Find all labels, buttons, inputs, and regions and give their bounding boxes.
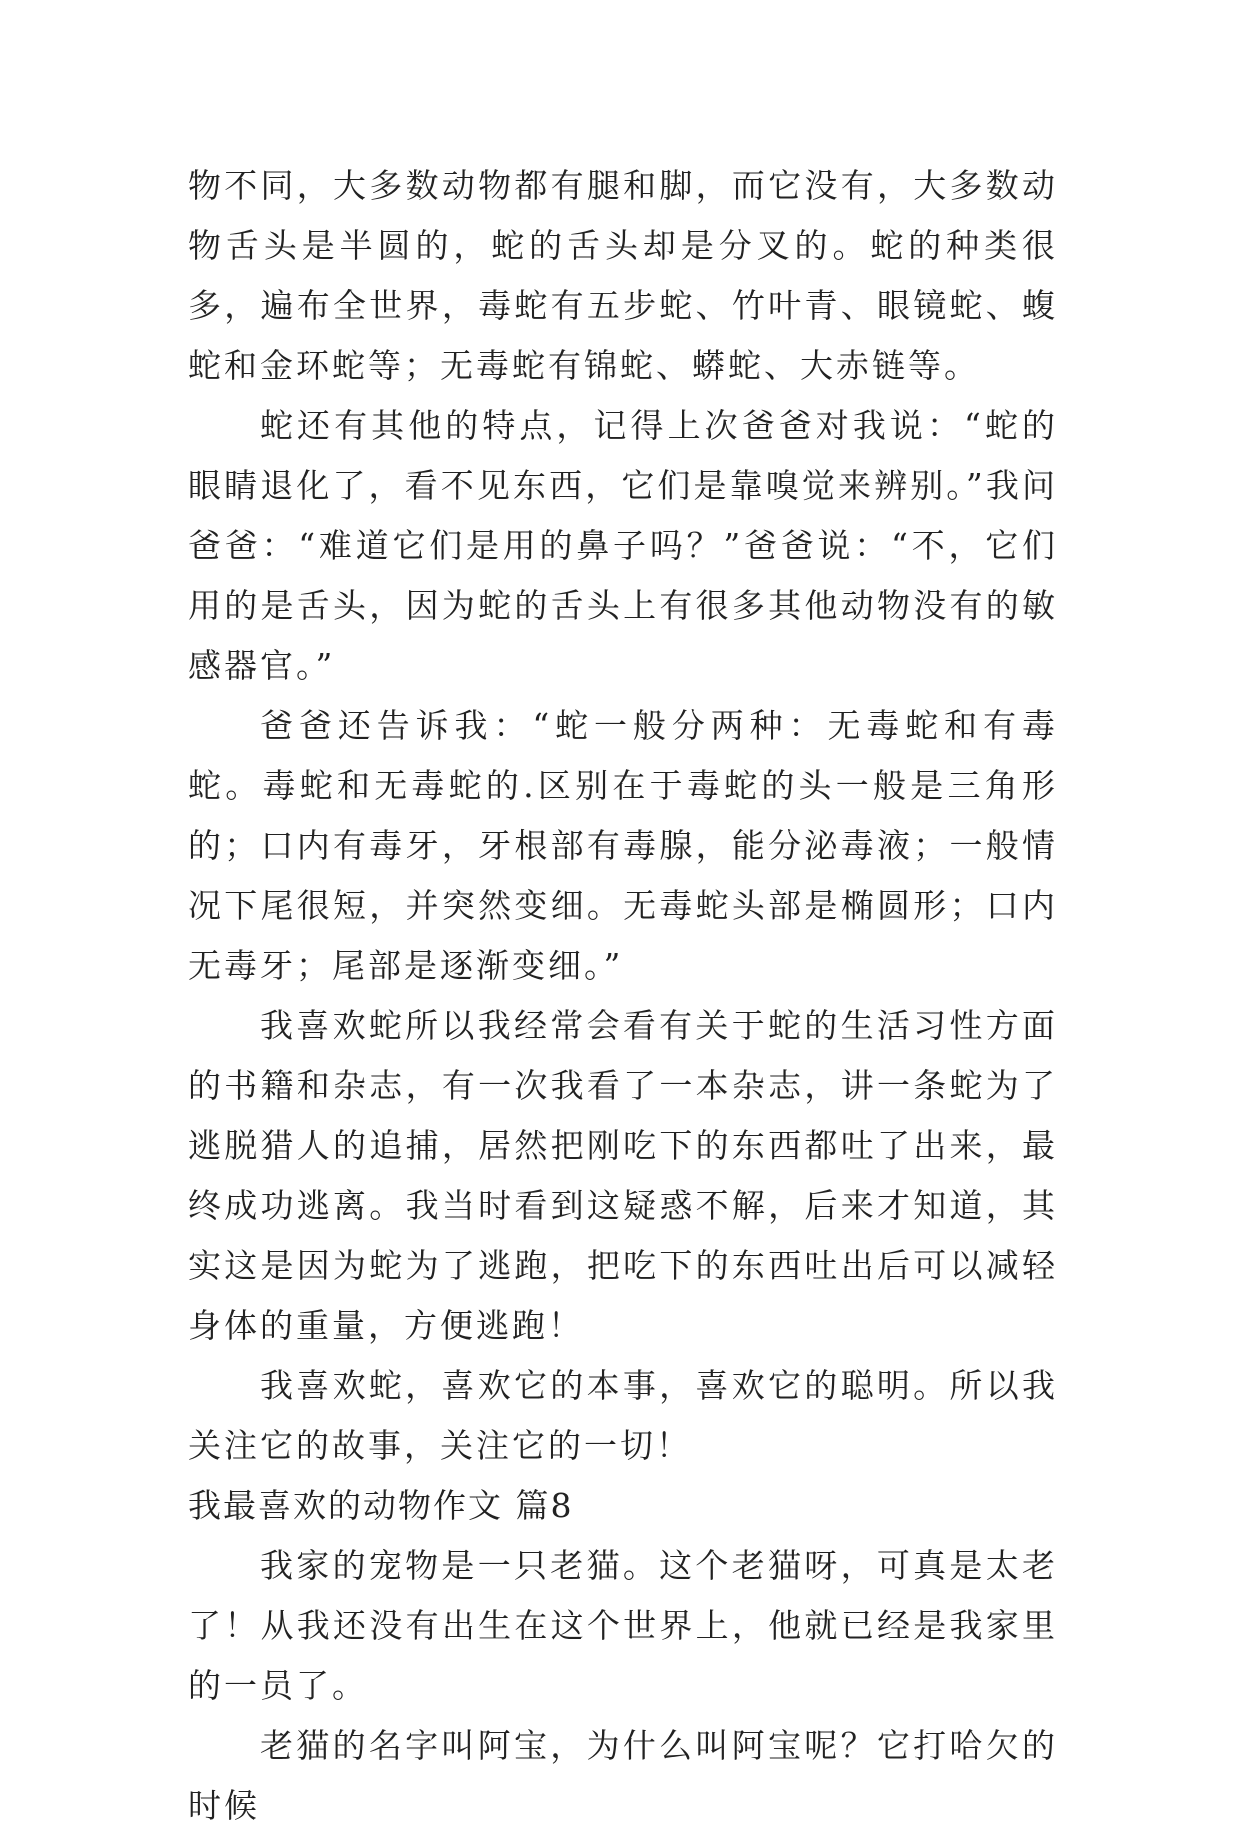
paragraph-2: 蛇还有其他的特点，记得上次爸爸对我说：“蛇的眼睛退化了，看不见东西，它们是靠嗅觉来辨别。”我问爸爸：“难道它们是用的鼻子吗？”爸爸说：“不，它们用的是舌头，因为蛇的舌头上有很多其他动物没有的敏感器官。” [188,406,1058,685]
paragraph-3: 爸爸还告诉我：“蛇一般分两种：无毒蛇和有毒蛇。毒蛇和无毒蛇的.区别在于毒蛇的头一般是三角形的；口内有毒牙，牙根部有毒腺，能分泌毒液；一般情况下尾很短，并突然变细。无毒蛇头部是椭圆形；口内无毒牙；尾部是逐渐变细。” [188,706,1058,985]
section-heading: 我最喜欢的动物作文 篇8 [188,1486,574,1525]
paragraph-1: 物不同，大多数动物都有腿和脚，而它没有，大多数动物舌头是半圆的，蛇的舌头却是分叉的。蛇的种类很多，遍布全世界，毒蛇有五步蛇、竹叶青、眼镜蛇、蝮蛇和金环蛇等；无毒蛇有锦蛇、蟒蛇、大赤链等。 [188,166,1058,385]
document-body [188,156,1058,1836]
paragraph-6: 我家的宠物是一只老猫。这个老猫呀，可真是太老了！从我还没有出生在这个世界上，他就已经是我家里的一员了。 [188,1546,1058,1705]
paragraph-5: 我喜欢蛇，喜欢它的本事，喜欢它的聪明。所以我关注它的故事，关注它的一切！ [188,1366,1058,1465]
paragraph-7: 老猫的名字叫阿宝，为什么叫阿宝呢？它打哈欠的时候 [188,1726,1058,1825]
paragraph-4: 我喜欢蛇所以我经常会看有关于蛇的生活习性方面的书籍和杂志，有一次我看了一本杂志，讲一条蛇为了逃脱猎人的追捕，居然把刚吃下的东西都吐了出来，最终成功逃离。我当时看到这疑惑不解，后来才知道，其实这是因为蛇为了逃跑，把吃下的东西吐出后可以减轻身体的重量，方便逃跑！ [188,1006,1058,1345]
